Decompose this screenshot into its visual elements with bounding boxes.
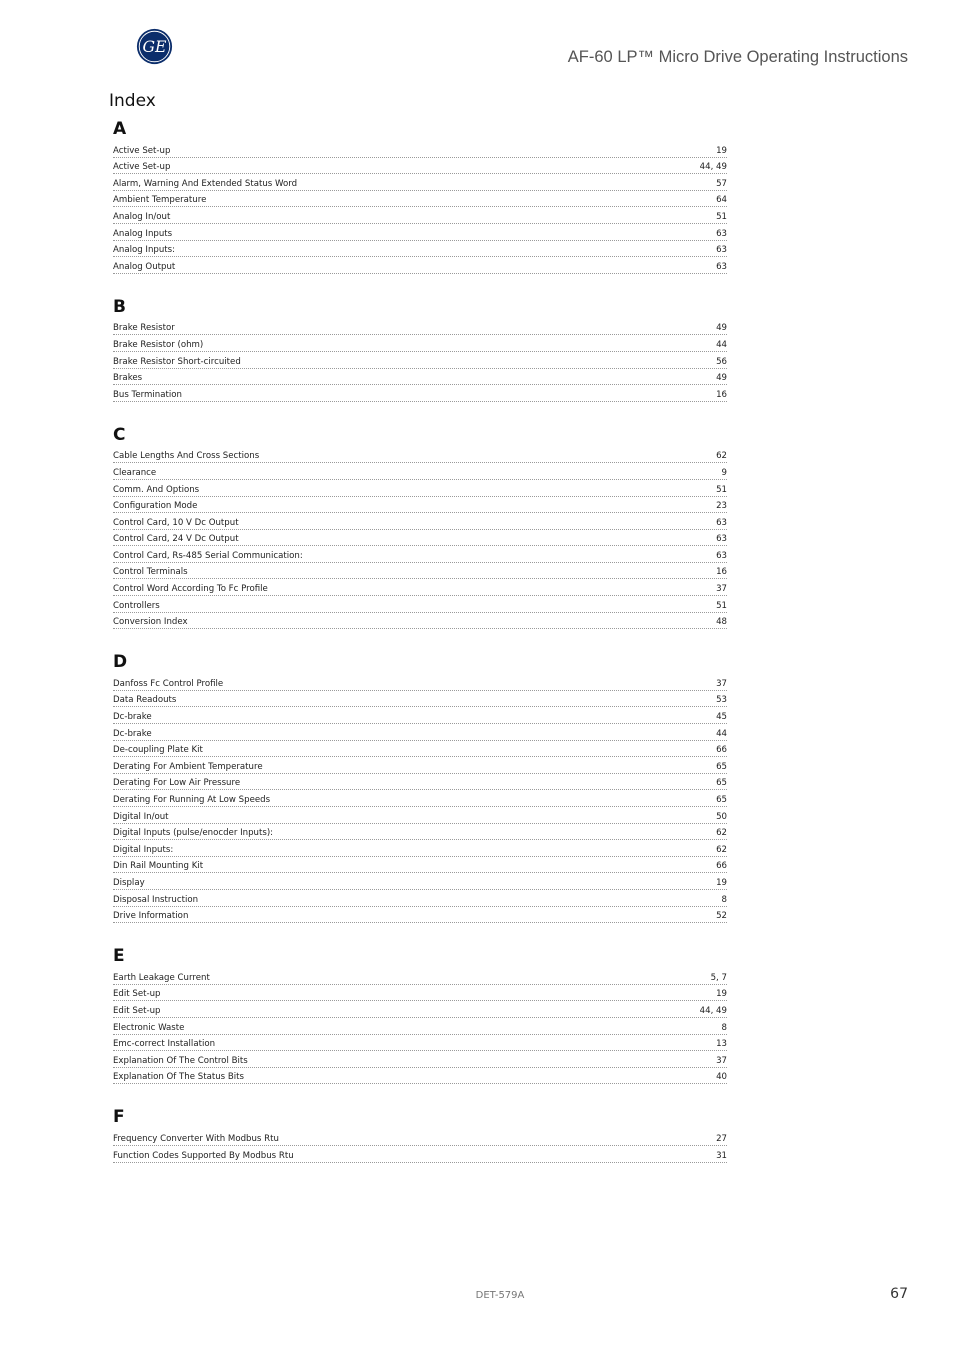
- entry-list: [113, 674, 727, 923]
- index-entry: [113, 691, 727, 708]
- section-letter: F: [113, 1107, 125, 1128]
- entry-pages: 16: [716, 567, 727, 578]
- index-entry: [113, 207, 727, 224]
- entry-pages: 63: [716, 534, 727, 545]
- index-entry: [113, 707, 727, 724]
- entry-pages: 45: [716, 712, 727, 723]
- index-entry: [113, 807, 727, 824]
- index-section-a: [113, 118, 727, 274]
- entry-term: Brake Resistor: [113, 323, 175, 334]
- entry-term: Analog Inputs:: [113, 245, 176, 256]
- entry-term: Digital Inputs:: [113, 844, 174, 855]
- entry-pages: 37: [716, 1055, 727, 1066]
- index-entry: [113, 480, 727, 497]
- entry-pages: 63: [716, 228, 727, 239]
- entry-term: Derating For Low Air Pressure: [113, 778, 241, 789]
- index-entry: [113, 497, 727, 514]
- entry-pages: 27: [716, 1133, 727, 1144]
- entry-term: Derating For Running At Low Speeds: [113, 795, 271, 805]
- index-entry: [113, 224, 727, 241]
- entry-term: Controllers: [113, 600, 160, 611]
- index-entry: [113, 840, 727, 857]
- entry-pages: 16: [716, 389, 727, 400]
- entry-pages: 63: [716, 550, 727, 561]
- entry-pages: 63: [716, 261, 727, 272]
- entry-pages: 19: [716, 877, 727, 888]
- index-entry: [113, 674, 727, 691]
- entry-term: Analog In/out: [113, 211, 171, 222]
- index-entry: [113, 1035, 727, 1052]
- entry-term: Frequency Converter With Modbus Rtu: [113, 1133, 279, 1144]
- entry-term: Din Rail Mounting Kit: [113, 861, 204, 872]
- entry-term: Control Word According To Fc Profile: [113, 584, 268, 595]
- entry-term: Danfoss Fc Control Profile: [113, 678, 224, 689]
- index-entry: [113, 873, 727, 890]
- index-entry: [113, 1068, 727, 1085]
- entry-term: Control Card, 24 V Dc Output: [113, 534, 239, 545]
- section-letter: E: [113, 946, 125, 967]
- entry-term: Emc-correct Installation: [113, 1039, 216, 1050]
- entry-pages: 66: [716, 745, 727, 756]
- entry-pages: 49: [716, 323, 727, 334]
- entry-term: Brake Resistor Short-circuited: [113, 356, 241, 367]
- entry-pages: 44, 49: [699, 162, 727, 173]
- entry-term: Cable Lengths And Cross Sections: [113, 451, 260, 462]
- entry-term: Disposal Instruction: [113, 894, 199, 905]
- index-entry: [113, 1146, 727, 1163]
- index-entry: [113, 241, 727, 258]
- entry-pages: 40: [716, 1072, 727, 1083]
- entry-pages: 63: [716, 517, 727, 528]
- entry-term: Display: [113, 877, 145, 888]
- entry-pages: 37: [716, 584, 727, 595]
- index-entry: [113, 158, 727, 175]
- entry-term: Dc-brake: [113, 712, 152, 723]
- entry-term: Bus Termination: [113, 389, 182, 400]
- entry-term: Earth Leakage Current: [113, 972, 210, 983]
- index-entry: [113, 335, 727, 352]
- index-entry: [113, 857, 727, 874]
- entry-pages: 23: [716, 501, 727, 512]
- index-title: Index: [109, 91, 156, 111]
- entry-term: Edit Set-up: [113, 989, 161, 1000]
- entry-term: Analog Output: [113, 261, 176, 272]
- entry-pages: 37: [716, 678, 727, 689]
- entry-list: [113, 968, 727, 1084]
- index-entry: [113, 563, 727, 580]
- entry-term: Electronic Waste: [113, 1022, 185, 1033]
- entry-pages: 48: [716, 617, 727, 628]
- index-entry: [113, 191, 727, 208]
- section-letter: A: [113, 119, 127, 139]
- entry-pages: 49: [716, 373, 727, 384]
- entry-term: Digital Inputs (pulse/enocder Inputs):: [113, 828, 274, 839]
- entry-term: Data Readouts: [113, 695, 177, 706]
- entry-pages: 62: [716, 844, 727, 855]
- entry-term: Digital In/out: [113, 811, 169, 822]
- entry-term: Explanation Of The Status Bits: [113, 1072, 245, 1083]
- section-letter: C: [113, 424, 126, 445]
- entry-pages: 57: [716, 178, 727, 189]
- entry-term: Analog Inputs: [113, 228, 173, 239]
- entry-term: De-coupling Plate Kit: [113, 745, 203, 756]
- entry-list: [113, 319, 727, 402]
- section-letter: D: [113, 652, 128, 673]
- entry-pages: 19: [716, 989, 727, 1000]
- index-entry: [113, 352, 727, 369]
- entry-list: [113, 447, 727, 630]
- index-entry: [113, 530, 727, 547]
- entry-term: Dc-brake: [113, 728, 152, 739]
- index-entry: [113, 1129, 727, 1146]
- entry-pages: 44: [716, 339, 727, 350]
- index-entry: [113, 319, 727, 336]
- entry-pages: 52: [716, 911, 727, 922]
- entry-term: Drive Information: [113, 911, 189, 922]
- entry-term: Brake Resistor (ohm): [113, 339, 204, 350]
- index-entry: [113, 141, 727, 158]
- entry-pages: 13: [716, 1039, 727, 1050]
- entry-pages: 8: [721, 1022, 727, 1033]
- entry-pages: 65: [716, 761, 727, 772]
- index-entry: [113, 369, 727, 386]
- entry-pages: 19: [716, 145, 727, 156]
- index-entry: [113, 1018, 727, 1035]
- entry-term: Control Terminals: [113, 567, 188, 578]
- index-list: [113, 118, 727, 1163]
- document-code: DET-579A: [475, 1290, 525, 1301]
- index-entry: [113, 174, 727, 191]
- index-entry: [113, 985, 727, 1002]
- index-entry: [113, 579, 727, 596]
- entry-term: Active Set-up: [113, 162, 171, 173]
- index-entry: [113, 463, 727, 480]
- entry-term: Derating For Ambient Temperature: [113, 761, 263, 772]
- index-entry: [113, 724, 727, 741]
- entry-pages: 31: [716, 1150, 727, 1161]
- entry-term: Explanation Of The Control Bits: [113, 1055, 248, 1066]
- entry-pages: 65: [716, 778, 727, 789]
- ge-logo: [136, 28, 173, 65]
- entry-term: Brakes: [113, 373, 143, 384]
- entry-pages: 64: [716, 195, 727, 206]
- entry-list: [113, 141, 727, 274]
- document-title: AF-60 LP™ Micro Drive Operating Instructions: [567, 48, 908, 66]
- entry-pages: 5, 7: [710, 972, 727, 983]
- index-entry: [113, 513, 727, 530]
- entry-term: Ambient Temperature: [113, 195, 207, 206]
- index-entry: [113, 774, 727, 791]
- entry-term: Clearance: [113, 467, 157, 478]
- entry-pages: 62: [716, 828, 727, 839]
- entry-term: Alarm, Warning And Extended Status Word: [113, 178, 298, 189]
- entry-term: Configuration Mode: [113, 501, 198, 512]
- entry-pages: 63: [716, 245, 727, 256]
- index-section-d: [113, 651, 727, 923]
- entry-pages: 65: [716, 795, 727, 805]
- page-number: 67: [890, 1286, 908, 1302]
- entry-list: [113, 1129, 727, 1162]
- entry-term: Active Set-up: [113, 145, 171, 156]
- section-letter: B: [113, 296, 126, 317]
- index-section-c: [113, 424, 727, 630]
- entry-pages: 51: [716, 600, 727, 611]
- index-entry: [113, 1001, 727, 1018]
- entry-pages: 53: [716, 695, 727, 706]
- index-entry: [113, 890, 727, 907]
- index-section-b: [113, 296, 727, 402]
- svg-text:GE: GE: [142, 37, 167, 57]
- index-section-e: [113, 945, 727, 1084]
- entry-pages: 44, 49: [699, 1005, 727, 1016]
- index-entry: [113, 546, 727, 563]
- entry-pages: 50: [716, 811, 727, 822]
- index-entry: [113, 741, 727, 758]
- entry-pages: 51: [716, 211, 727, 222]
- entry-pages: 66: [716, 861, 727, 872]
- entry-pages: 62: [716, 451, 727, 462]
- index-entry: [113, 257, 727, 274]
- entry-term: Edit Set-up: [113, 1005, 161, 1016]
- index-section-f: [113, 1106, 727, 1162]
- entry-pages: 8: [721, 894, 727, 905]
- entry-pages: 44: [716, 728, 727, 739]
- index-entry: [113, 596, 727, 613]
- index-entry: [113, 824, 727, 841]
- index-entry: [113, 790, 727, 807]
- index-entry: [113, 907, 727, 924]
- index-entry: [113, 385, 727, 402]
- index-entry: [113, 1051, 727, 1068]
- entry-term: Function Codes Supported By Modbus Rtu: [113, 1150, 294, 1161]
- entry-term: Control Card, 10 V Dc Output: [113, 517, 239, 528]
- entry-term: Conversion Index: [113, 617, 188, 628]
- entry-pages: 9: [721, 467, 727, 478]
- entry-pages: 56: [716, 356, 727, 367]
- index-entry: [113, 968, 727, 985]
- index-entry: [113, 613, 727, 630]
- entry-pages: 51: [716, 484, 727, 495]
- index-entry: [113, 447, 727, 464]
- entry-term: Comm. And Options: [113, 484, 200, 495]
- index-entry: [113, 757, 727, 774]
- entry-term: Control Card, Rs-485 Serial Communication:: [113, 550, 303, 561]
